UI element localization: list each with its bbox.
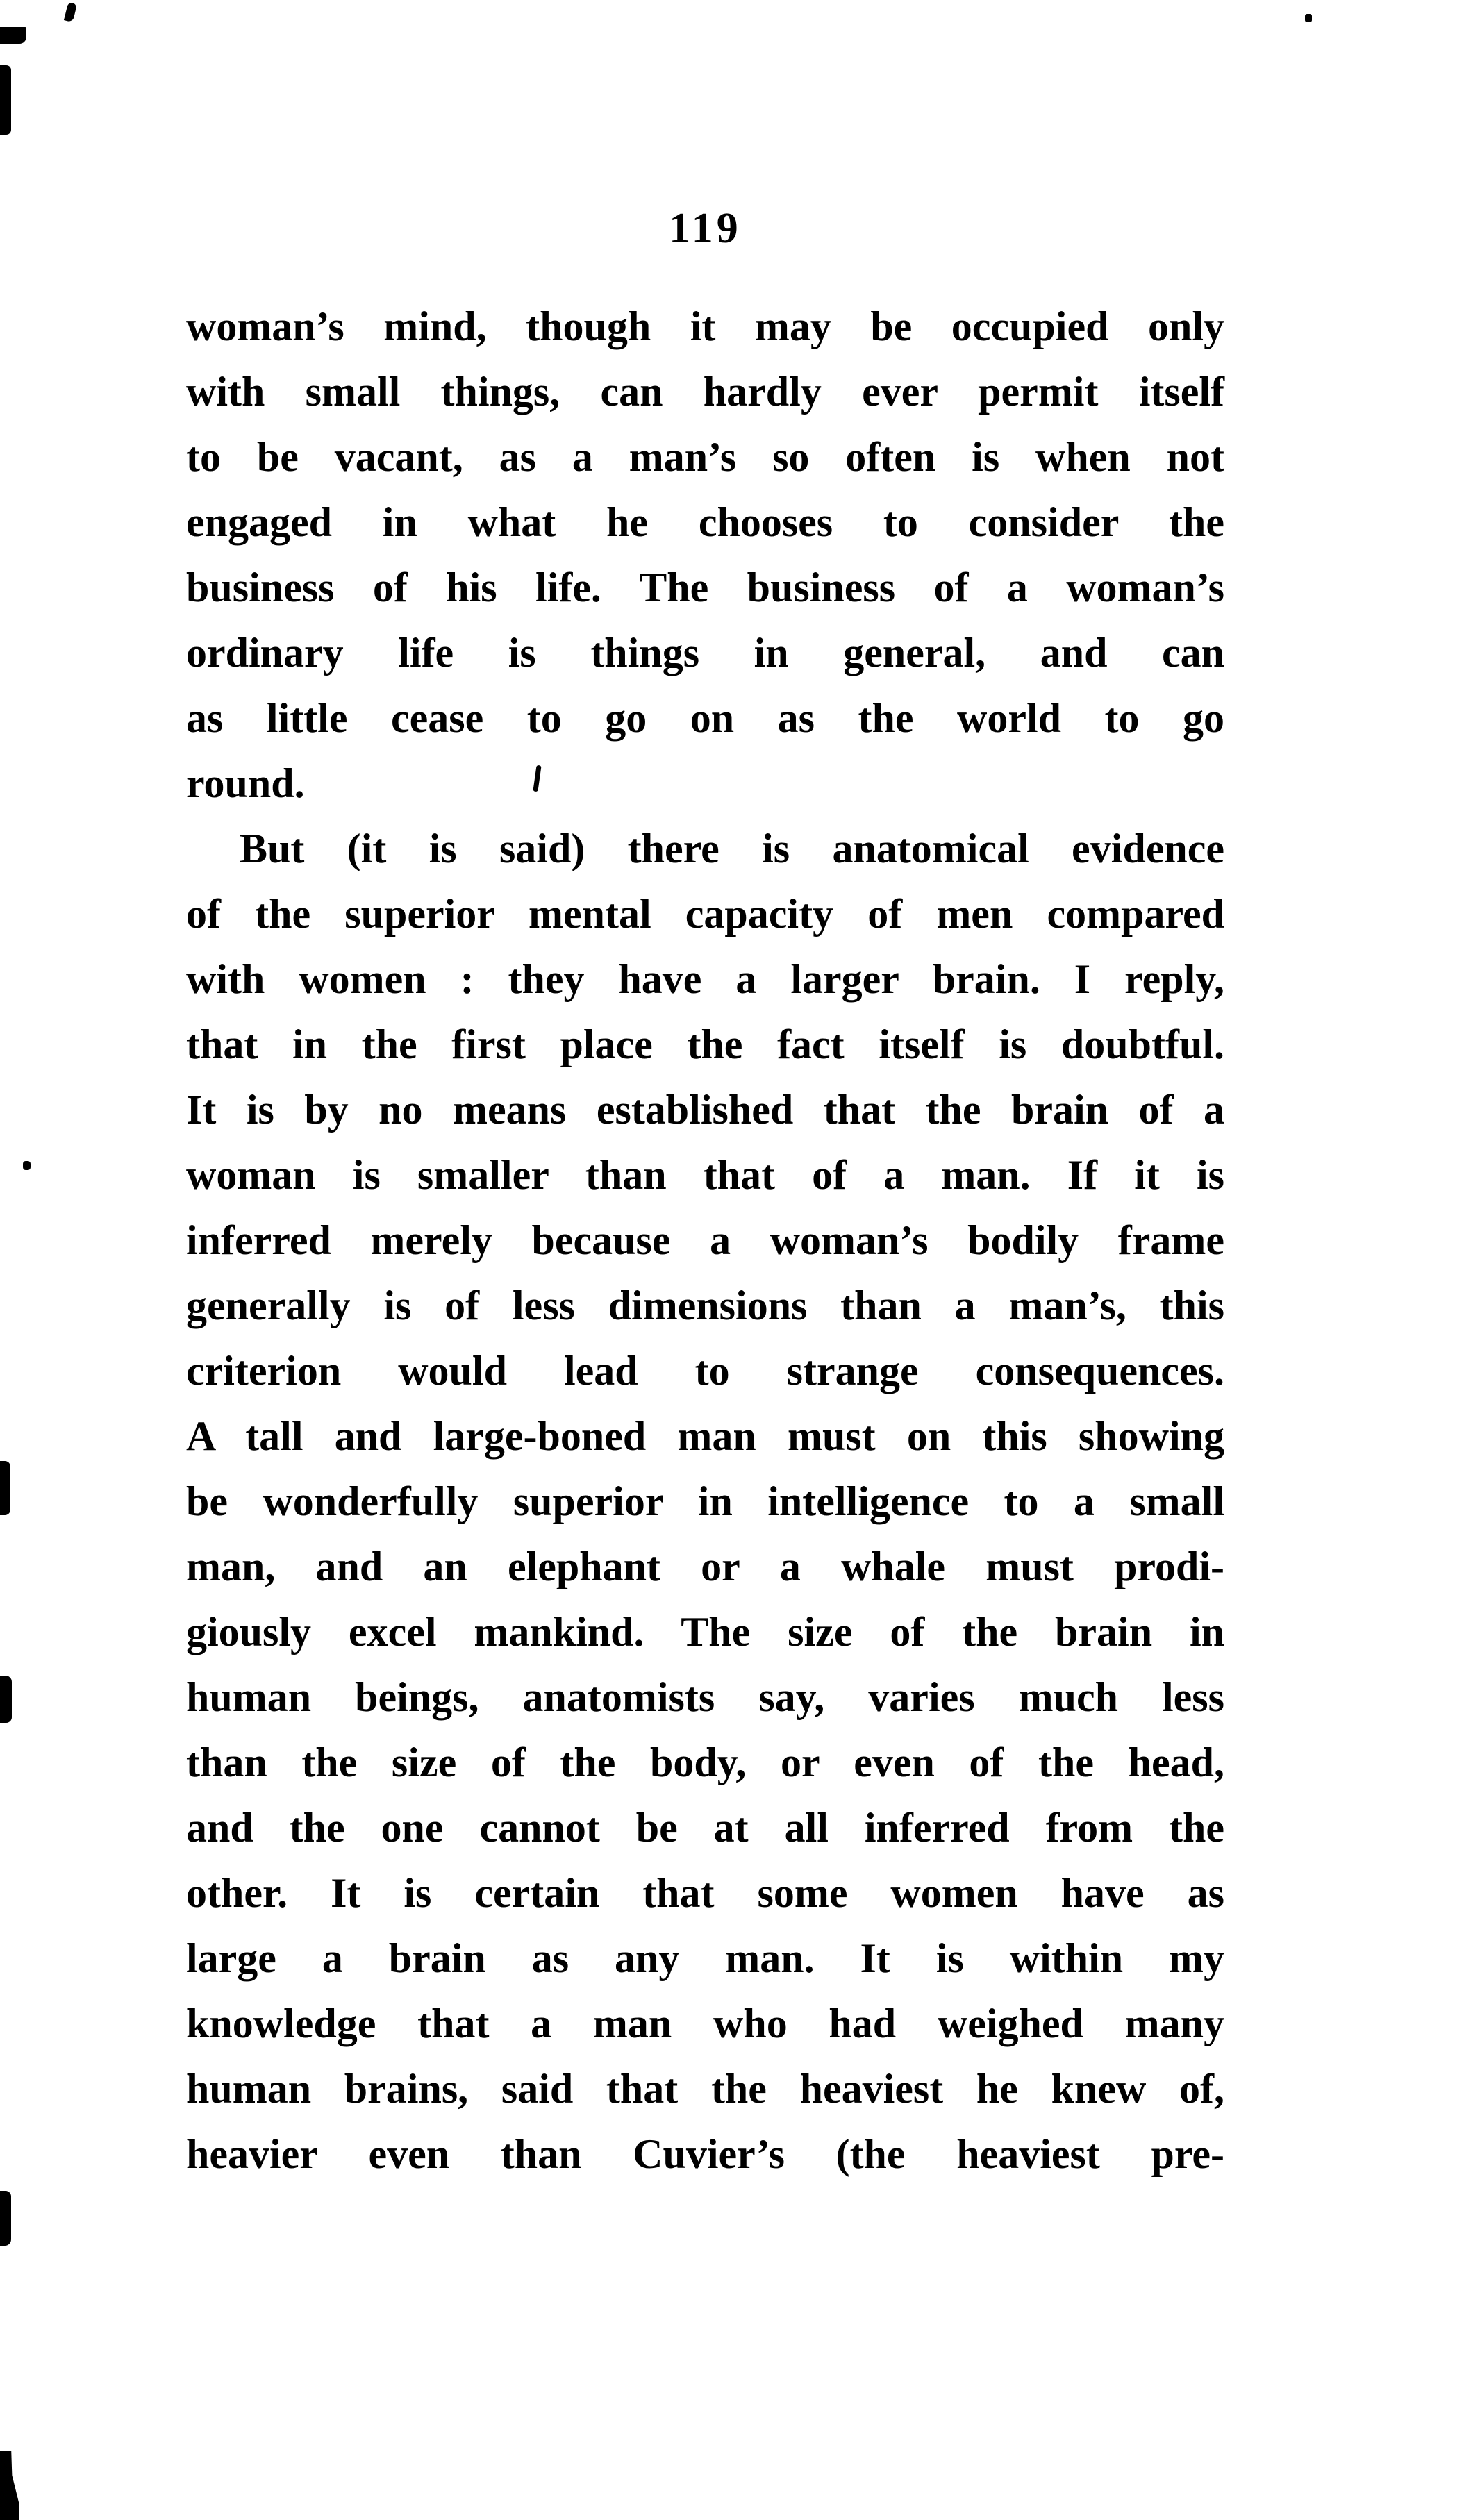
text-line-paragraph-end: round. bbox=[186, 760, 305, 806]
text-line: with women : they have a larger brain. I reply, bbox=[186, 956, 1224, 1002]
ink-blot bbox=[0, 2451, 19, 2520]
page-number: 119 bbox=[669, 205, 742, 252]
text-line: of the superior mental capacity of men compared bbox=[186, 891, 1224, 937]
ink-speck bbox=[1305, 14, 1312, 22]
text-line: woman’s mind, though it may be occupied only bbox=[186, 303, 1224, 349]
text-line: human beings, anatomists say, varies much less bbox=[186, 1674, 1224, 1720]
ink-speck bbox=[23, 1161, 31, 1170]
text-line: giously excel mankind. The size of the brain in bbox=[186, 1609, 1224, 1655]
text-line: It is by no means established that the brain of a bbox=[186, 1087, 1224, 1133]
text-line: other. It is certain that some women have as bbox=[186, 1870, 1224, 1916]
ink-blot bbox=[0, 27, 26, 44]
text-line: heavier even than Cuvier’s (the heaviest pre- bbox=[186, 2131, 1224, 2177]
text-line: that in the first place the fact itself is doubtful. bbox=[186, 1021, 1224, 1067]
text-line: man, and an elephant or a whale must prodi- bbox=[186, 1544, 1224, 1589]
text-line: be wonderfully superior in intelligence to a small bbox=[186, 1478, 1224, 1524]
text-line: to be vacant, as a man’s so often is when not bbox=[186, 434, 1224, 480]
text-line: criterion would lead to strange consequences. bbox=[186, 1348, 1224, 1394]
text-line: large a brain as any man. It is within my bbox=[186, 1935, 1224, 1981]
text-line: than the size of the body, or even of the head, bbox=[186, 1739, 1224, 1785]
ink-blot bbox=[0, 1676, 12, 1723]
text-line: engaged in what he chooses to consider the bbox=[186, 499, 1224, 545]
text-line: A tall and large-boned man must on this showing bbox=[186, 1413, 1224, 1459]
text-line: knowledge that a man who had weighed many bbox=[186, 2001, 1224, 2046]
text-line: ordinary life is things in general, and can bbox=[186, 630, 1224, 676]
text-line: woman is smaller than that of a man. If it is bbox=[186, 1152, 1224, 1198]
text-line-paragraph-start: But (it is said) there is anatomical evidence bbox=[240, 826, 1224, 871]
ink-blot bbox=[0, 1461, 10, 1515]
text-line: inferred merely because a woman’s bodily frame bbox=[186, 1217, 1224, 1263]
text-line: as little cease to go on as the world to go bbox=[186, 695, 1224, 741]
text-line: with small things, can hardly ever permit itself bbox=[186, 369, 1224, 415]
ink-blot bbox=[0, 65, 11, 135]
ink-blot bbox=[64, 2, 77, 22]
ink-blot bbox=[0, 2191, 11, 2246]
page-body bbox=[186, 294, 1224, 2187]
text-line: business of his life. The business of a woman’s bbox=[186, 565, 1224, 610]
text-line: and the one cannot be at all inferred from the bbox=[186, 1805, 1224, 1851]
text-line: generally is of less dimensions than a man’s, this bbox=[186, 1283, 1224, 1328]
text-line: human brains, said that the heaviest he knew of, bbox=[186, 2066, 1224, 2112]
